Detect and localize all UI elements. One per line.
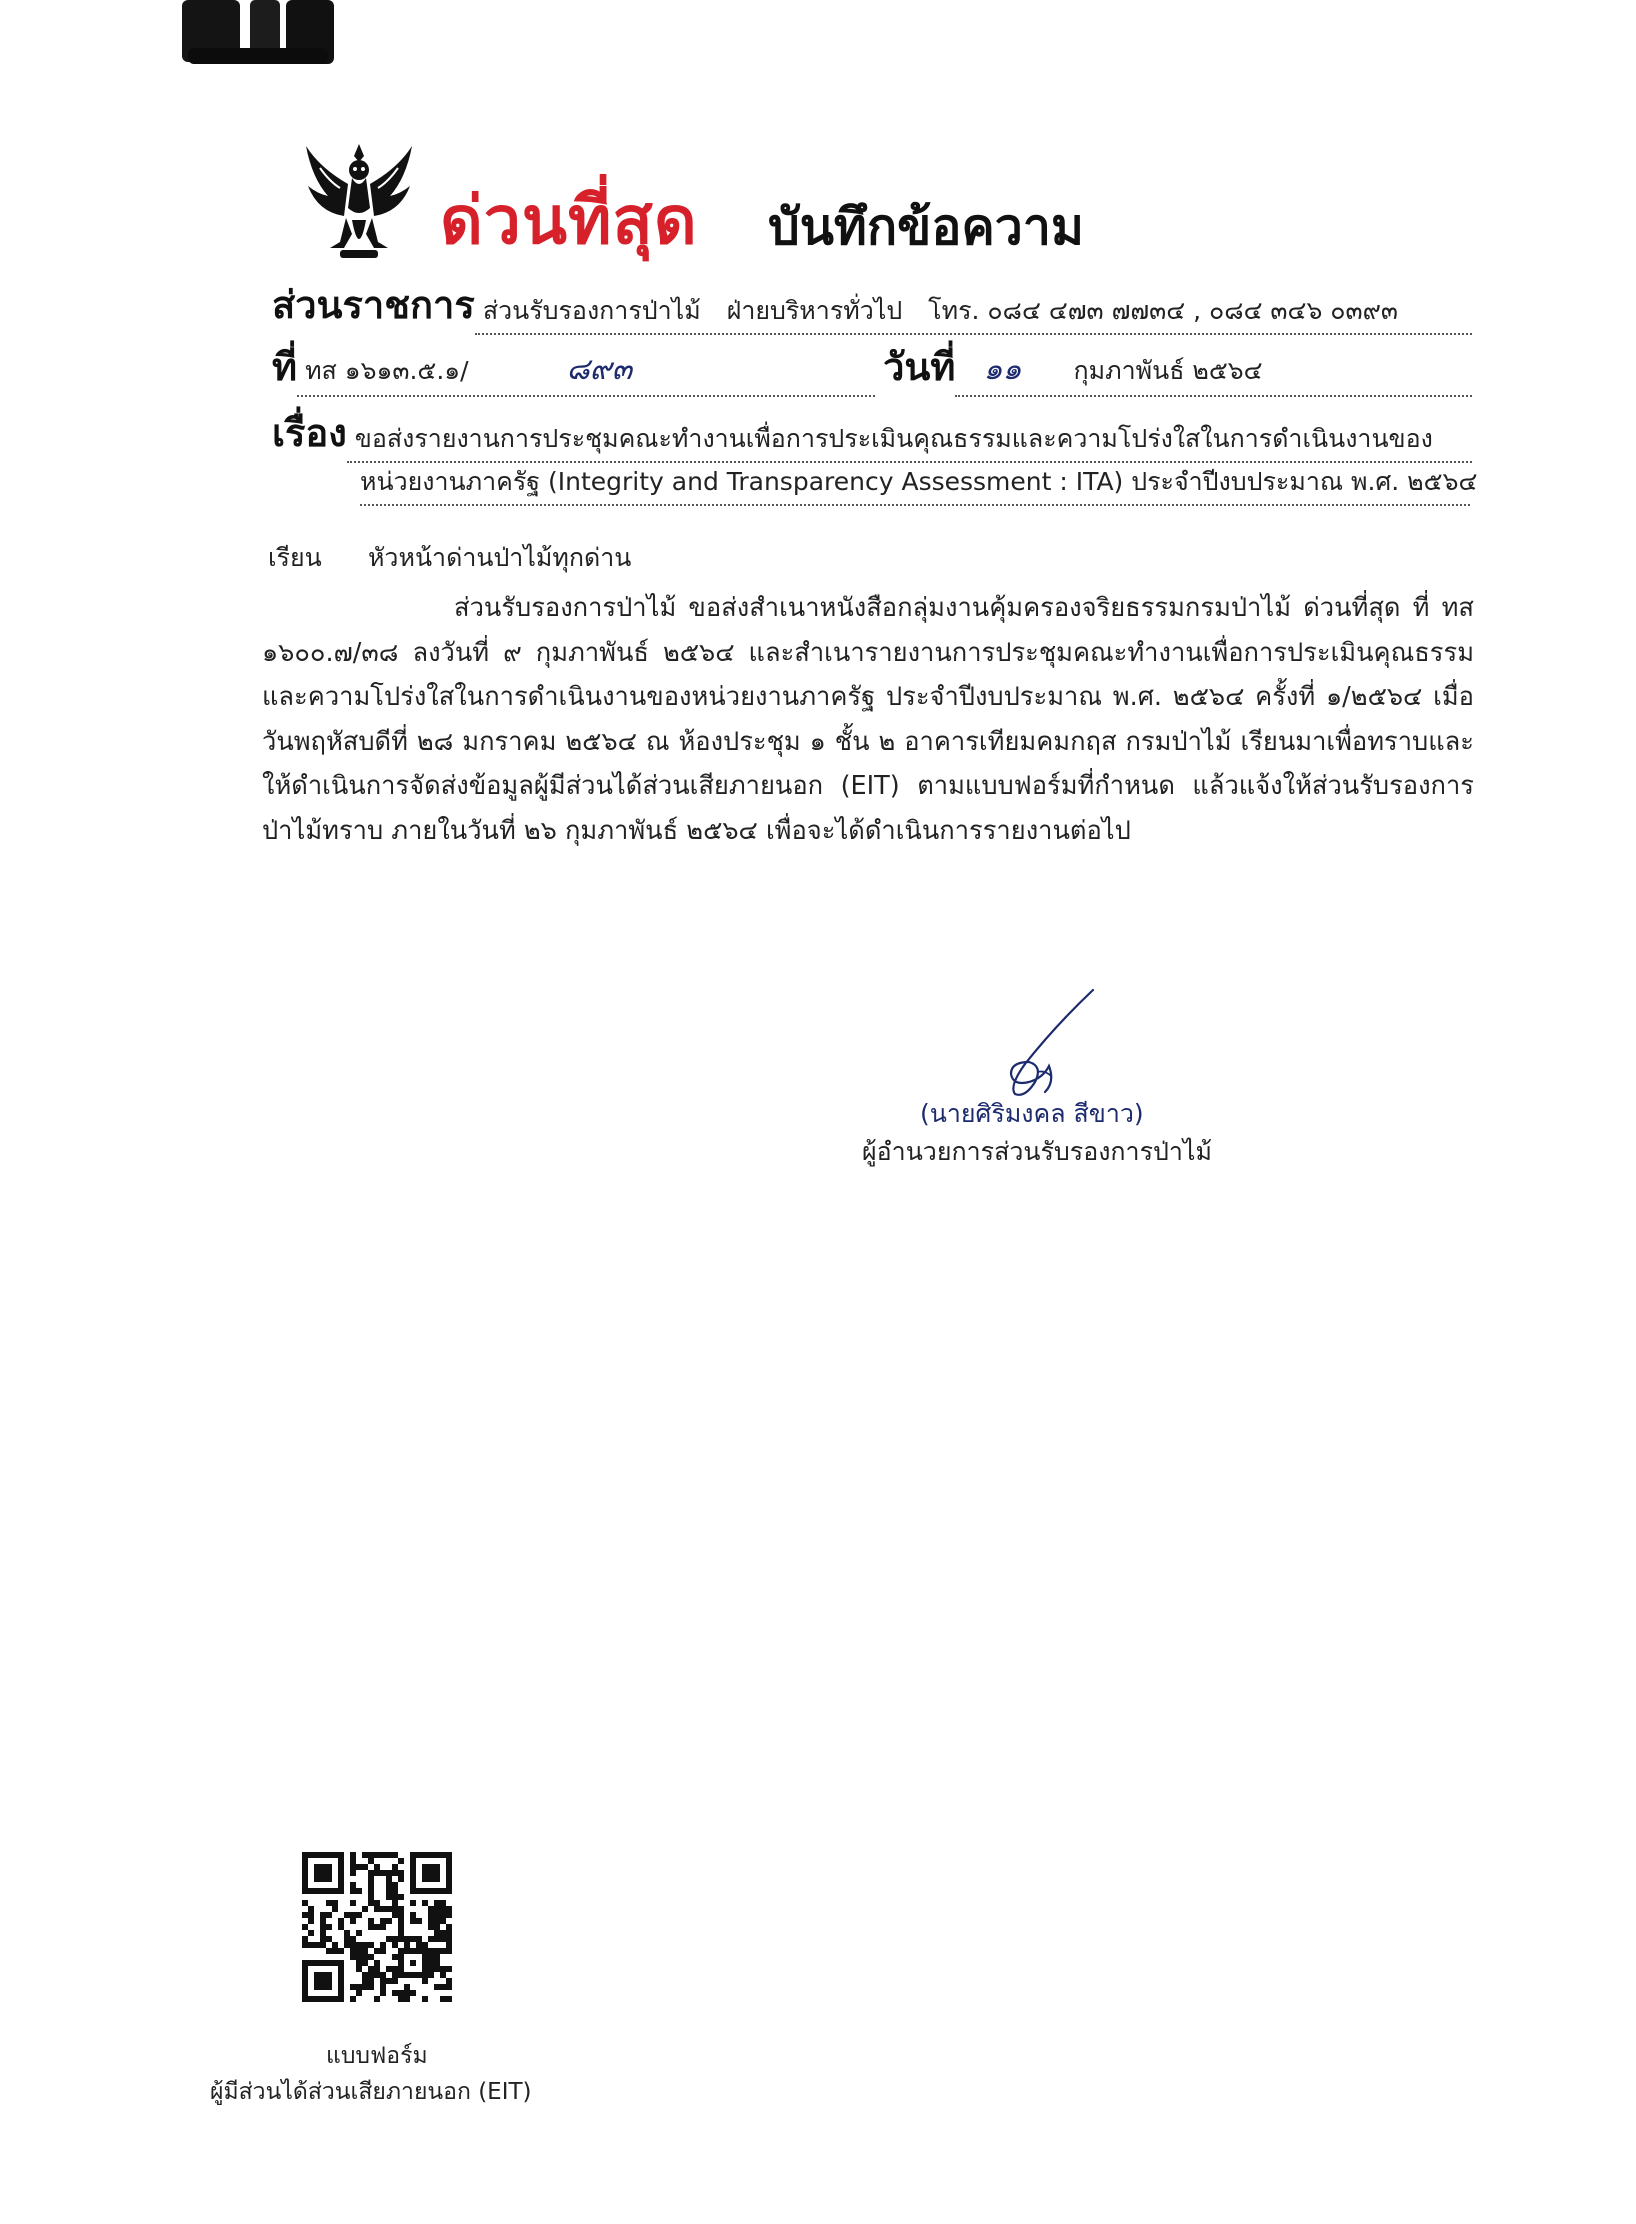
agency-name: ส่วนรับรองการป่าไม้ — [482, 296, 701, 325]
date-day: ๑๑ — [983, 352, 1022, 387]
date-month-year: กุมภาพันธ์ ๒๕๖๔ — [1073, 356, 1263, 385]
salutation-label: เรียน — [268, 543, 322, 572]
date-value — [955, 346, 1472, 397]
reference-row — [272, 336, 1472, 397]
memo-title: บันทึกข้อความ — [768, 198, 1084, 256]
date-label: วันที่ — [883, 345, 956, 389]
agency-value — [475, 291, 1472, 335]
agency-division: ฝ่ายบริหารทั่วไป — [726, 296, 903, 325]
salutation-recipient: หัวหน้าด่านป่าไม้ทุกด่าน — [367, 543, 632, 572]
garuda-emblem-icon — [300, 138, 418, 266]
ref-label: ที่ — [272, 345, 298, 389]
signature-mark — [985, 986, 1100, 1098]
subject-line-2: หน่วยงานภาครัฐ (Integrity and Transparency Assessment : ITA) ประจำปีงบประมาณ พ.ศ. ๒๕๖๔ — [360, 462, 1470, 506]
ref-number: ๘๙๓ — [566, 352, 633, 387]
qr-caption-eit: ผู้มีส่วนได้ส่วนเสียภายนอก (EIT) — [210, 2079, 532, 2105]
body-paragraph: ส่วนรับรองการป่าไม้ ขอส่งสำเนาหนังสือกลุ่มงานคุ้มครองจริยธรรมกรมป่าไม้ ด่วนที่สุด ที่ ทส ๑๖๐๐.๗/๓๘ ลงวันที่ ๙ กุมภาพันธ์ ๒๕๖๔ และสำเนารายงานการประชุมคณะทำงานเพื่อการประเมินคุณธรรมและความโปร่งใสในการดำเนินงานของหน่วยงานภาครัฐ ประจำปีงบประมาณ พ.ศ. ๒๕๖๔ ครั้งที่ ๑/๒๕๖๔ เมื่อวันพฤหัสบดีที่ ๒๘ มกราคม ๒๕๖๔ ณ ห้องประชุม ๑ ชั้น ๒ อาคารเทียมคมกฤส กรมป่าไม้ เรียนมาเพื่อทราบและให้ดำเนินการจัดส่งข้อมูลผู้มีส่วนได้ส่วนเสียภายนอก (EIT) ตามแบบฟอร์มที่กำหนด แล้วแจ้งให้ส่วนรับรองการป่าไม้ทราบ ภายในวันที่ ๒๖ กุมภาพันธ์ ๒๕๖๔ เพื่อจะได้ดำเนินการรายงานต่อไป — [262, 593, 1474, 846]
qr-code-icon[interactable] — [302, 1852, 452, 2002]
ref-prefix: ทส ๑๖๑๓.๕.๑/ — [305, 356, 469, 385]
agency-label: ส่วนราชการ — [272, 283, 475, 327]
urgency-stamp: ด่วนที่สุด — [440, 182, 698, 259]
subject-line-1: ขอส่งรายงานการประชุมคณะทำงานเพื่อการประเมินคุณธรรมและความโปร่งใสในการดำเนินงานของ — [347, 419, 1472, 463]
signer-name: (นายศิริมงคล สีขาว) — [920, 1099, 1144, 1128]
ref-value — [297, 346, 875, 397]
subject-row — [272, 402, 1472, 463]
agency-phone: โทร. ๐๘๔ ๔๗๓ ๗๗๓๔ , ๐๘๔ ๓๔๖ ๐๓๙๓ — [928, 296, 1399, 325]
paper-clip — [178, 0, 340, 72]
signer-position: ผู้อำนวยการส่วนรับรองการป่าไม้ — [862, 1137, 1212, 1166]
subject-label: เรื่อง — [272, 411, 347, 455]
agency-row — [272, 274, 1472, 335]
salutation — [268, 538, 631, 578]
qr-caption-form: แบบฟอร์ม — [326, 2043, 428, 2069]
